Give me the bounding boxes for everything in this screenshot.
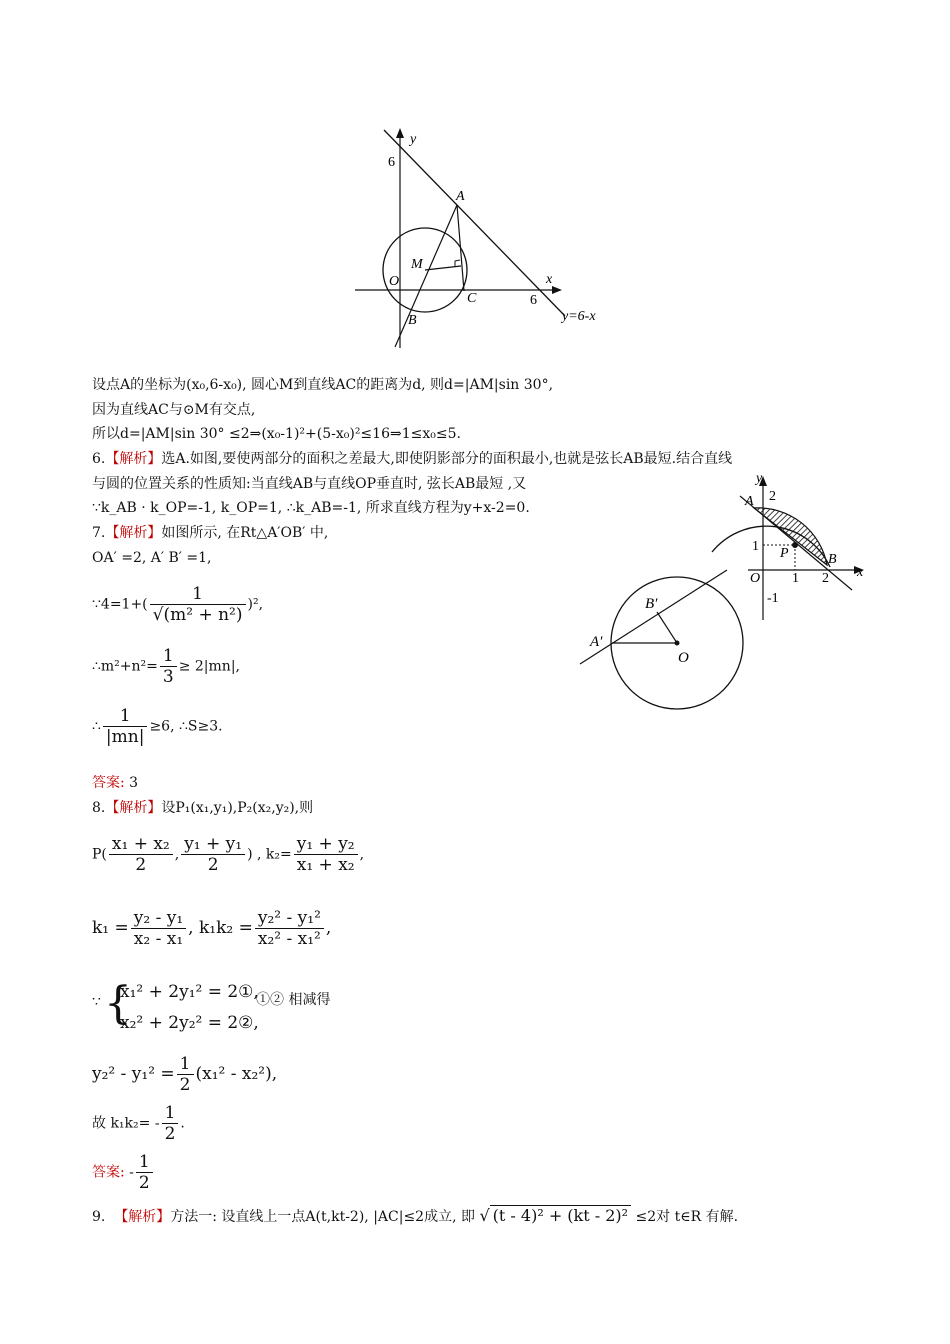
q9-sqrt: √ (t - 4)² + (kt - 2)² xyxy=(479,1206,631,1226)
q7-eq3-frac xyxy=(103,706,148,747)
fig2-P-label: P xyxy=(780,546,789,561)
q7-eq2-den: 3 xyxy=(162,667,174,687)
q8-res-den: 2 xyxy=(164,1124,176,1144)
fig2-x-label: x xyxy=(857,565,864,580)
q8-diff-pre: y₂² - y₁² = xyxy=(92,1064,175,1084)
q8-system-eq2: x₂² + 2y₂² = 2②, xyxy=(120,1013,259,1033)
q7-line1 xyxy=(92,523,328,543)
q8-diff-num: 1 xyxy=(177,1054,194,1075)
q8-p-den2: 2 xyxy=(207,855,219,875)
q5-line2: 因为直线AC与⊙M有交点, xyxy=(92,402,256,418)
q8-system-eq1: x₁² + 2y₁² = 2①, xyxy=(120,982,259,1002)
q9-number: 9. xyxy=(92,1209,106,1225)
q7-text: 如图所示, 在Rt△A′OB′ 中, xyxy=(161,525,329,541)
q7-eq3 xyxy=(92,706,223,747)
fig2-A-label: A xyxy=(745,494,754,509)
q7-eq3-num: 1 xyxy=(103,706,148,727)
q8-answer xyxy=(92,1152,155,1193)
fig3-A-label: A′ xyxy=(590,634,603,650)
q6-line2: 与圆的位置关系的性质知:当直线AB与直线OP垂直时, 弦长AB最短 ,又 xyxy=(92,476,527,492)
fig3-center xyxy=(675,641,680,646)
q8-diff-eq xyxy=(92,1054,277,1095)
q8-k1-pre: k₁ = xyxy=(92,918,129,938)
q6-text: 选A.如图,要使两部分的面积之差最大,即使阴影部分的面积最小,也就是弦长AB最短.结合直线 xyxy=(161,451,733,467)
q8-p-num2: y₁ + y₁ xyxy=(181,834,245,855)
q7-eq3-post: ≥6, ∴S≥3. xyxy=(149,718,223,735)
q6-tag: 【解析】 xyxy=(105,451,162,467)
fig1-A-label: A xyxy=(456,189,465,204)
q7-eq1-frac xyxy=(150,584,246,625)
q7-eq1-post: )², xyxy=(247,596,264,613)
q8-answer-num: 1 xyxy=(136,1152,153,1173)
q8-p-pre: P( xyxy=(92,846,107,863)
q8-p-den1: 2 xyxy=(135,855,147,875)
q7-tag: 【解析】 xyxy=(105,525,162,541)
q8-k1k2-den: x₂² - x₁² xyxy=(257,929,321,949)
q8-text: 设P₁(x₁,y₁),P₂(x₂,y₂),则 xyxy=(161,800,314,816)
q8-tag: 【解析】 xyxy=(105,800,162,816)
fig2-one-bottom: 1 xyxy=(792,571,799,586)
fig1-M-label: M xyxy=(411,257,423,272)
fig3-B-label: B′ xyxy=(645,596,658,612)
q6-line3: ∵k_AB · k_OP=-1, k_OP=1, ∴k_AB=-1, 所求直线方程为y+x-2=0. xyxy=(92,500,530,516)
fig2-O-label: O xyxy=(750,571,761,586)
q8-k2-num: y₁ + y₂ xyxy=(294,834,358,855)
q8-p-frac1 xyxy=(109,834,173,875)
q7-eq2-frac xyxy=(160,646,177,687)
fig2-two-top: 2 xyxy=(769,489,776,504)
q7-eq3-den: |mn| xyxy=(105,727,145,747)
q8-number: 8. xyxy=(92,800,106,816)
fig1-y-label: y xyxy=(410,132,417,147)
fig2-two-right: 2 xyxy=(822,571,829,586)
fig3-O-label: O xyxy=(678,650,689,666)
q9-tail: ≤2对 t∈R 有解. xyxy=(635,1209,739,1225)
q8-k1-num: y₂ - y₁ xyxy=(131,908,186,929)
q8-diff-post: (x₁² - x₂²), xyxy=(195,1064,278,1084)
q7-answer-label: 答案: xyxy=(92,775,125,791)
q8-res-frac xyxy=(162,1103,179,1144)
q8-res-post: . xyxy=(180,1115,185,1132)
q8-result xyxy=(92,1103,185,1144)
q6-number: 6. xyxy=(92,451,106,467)
q8-system-pre: ∵ xyxy=(92,994,101,1010)
fig1-origin: O xyxy=(389,274,400,289)
q8-k1-frac xyxy=(131,908,186,949)
q7-eq1-num: 1 xyxy=(150,584,246,605)
q9-tag: 【解析】 xyxy=(114,1209,171,1225)
q8-answer-den: 2 xyxy=(138,1173,150,1193)
q7-eq2 xyxy=(92,646,240,687)
fig2-one-left: 1 xyxy=(752,539,759,554)
q7-eq1 xyxy=(92,584,263,625)
q8-line1 xyxy=(92,798,313,818)
q8-p-frac2 xyxy=(181,834,245,875)
q8-k1-den: x₂ - x₁ xyxy=(133,929,184,949)
q7-answer-value: 3 xyxy=(129,775,139,791)
q7-line2: OA′ =2, A′ B′ =1, xyxy=(92,550,212,566)
q7-answer xyxy=(92,773,138,793)
q8-k-eq: k₁ = $\frac{\text{y₂ - y₁}}{\text{x₂ - x₁}}$ , k₁k₂ = $\frac{\text{y₂² - y₁²}}{\text{x₂² - x₁²}}$ , xyxy=(92,908,332,949)
q8-k1k2-frac xyxy=(255,908,324,949)
q7-eq2-num: 1 xyxy=(160,646,177,667)
q8-diff-den: 2 xyxy=(179,1075,191,1095)
q5-line3: 所以d=|AM|sin 30° ≤2⇒(x₀-1)²+(5-x₀)²≤16⇒1≤x₀≤5. xyxy=(92,426,461,442)
q8-res-pre: 故 k₁k₂= - xyxy=(92,1115,160,1132)
q8-k1k2-pre: , k₁k₂ = xyxy=(188,918,253,938)
q7-eq3-pre: ∴ xyxy=(92,718,101,735)
fig1-six-y: 6 xyxy=(388,155,395,170)
fig3-OB xyxy=(657,612,677,643)
q8-answer-frac xyxy=(136,1152,153,1193)
q8-p-num1: x₁ + x₂ xyxy=(109,834,173,855)
fig1-B-label: B xyxy=(408,313,417,328)
q8-system-brace: { xyxy=(104,978,132,1029)
fig1-x-label: x xyxy=(546,272,553,287)
q8-answer-label: 答案: xyxy=(92,1164,125,1181)
q8-res-num: 1 xyxy=(162,1103,179,1124)
fig2-y-label: y xyxy=(756,471,763,486)
q8-p-mid: ) , k₂= xyxy=(247,846,292,863)
fig1-line-label: y=6-x xyxy=(562,309,596,324)
q9-text: 方法一: 设直线上一点A(t,kt-2), |AC|≤2成立, 即 xyxy=(170,1209,475,1225)
q8-system-note: ①② 相减得 xyxy=(256,992,331,1008)
q9-sqrt-body: (t - 4)² + (kt - 2)² xyxy=(490,1205,631,1225)
q7-eq1-pre: ∵4=1+( xyxy=(92,596,148,613)
fig2-B-label: B xyxy=(828,552,837,567)
q8-k2-den: x₁ + x₂ xyxy=(296,855,355,875)
q8-k2-frac xyxy=(294,834,358,875)
fig1-C-label: C xyxy=(467,291,477,306)
q7-number: 7. xyxy=(92,525,106,541)
q7-eq1-den: √(m² + n²) xyxy=(152,605,243,625)
q9-line xyxy=(92,1206,738,1227)
q7-eq2-post: ≥ 2|mn|, xyxy=(178,658,240,675)
q8-midpoint-eq: P( $\frac{\text{x₁ + x₂}}{2}$ , $\frac{\text{y₁ + y₁}}{2}$ ) , k₂= $\frac{\text{y₁ + y₂}}{\text{x₁ + x₂}}$ , xyxy=(92,834,365,875)
q8-answer-sign: - xyxy=(129,1164,134,1181)
q7-eq2-pre: ∴m²+n²= xyxy=(92,658,158,675)
fig1-six-x: 6 xyxy=(530,293,537,308)
q8-diff-frac xyxy=(177,1054,194,1095)
q8-k1k2-num: y₂² - y₁² xyxy=(255,908,324,929)
fig2-minus-one: -1 xyxy=(767,591,779,606)
q6-line1 xyxy=(92,449,732,469)
q5-line1: 设点A的坐标为(x₀,6-x₀), 圆心M到直线AC的距离为d, 则d=|AM|sin 30°, xyxy=(92,377,554,393)
